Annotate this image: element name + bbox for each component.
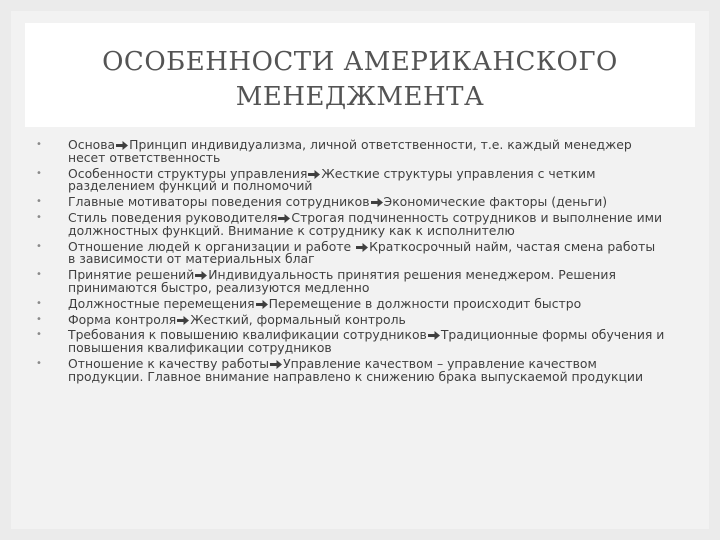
bullet-label: Форма контроля [68,311,177,327]
list-item [25,238,665,267]
list-item [25,311,665,327]
list-item [25,165,665,194]
bullet-dot: • [36,269,42,281]
right-arrow-icon [278,214,290,223]
bullet-value: Традиционные формы обучения и повышения квалификации сотрудников [68,327,665,356]
right-arrow-icon [308,170,320,179]
bullet-value: Индивидуальность принятия решения менеджером. Решения принимаются быстро, реализуются медленно [68,267,616,295]
list-item [25,269,665,295]
list-item [25,329,665,355]
bullet-value: Строгая подчиненность сотрудников и выполнение ими должностных функций. Внимание к сотруднику как к исполнителю [68,209,663,238]
list-item [25,139,665,165]
right-arrow-icon [371,198,383,207]
list-item [25,355,665,384]
bullet-label: Принятие решений [68,267,195,283]
bullet-value: Перемещение в должности происходит быстро [268,295,582,311]
right-arrow-icon [356,243,368,252]
bullet-label: Должностные перемещения [68,295,255,311]
slide-title-line-1: ОСОБЕННОСТИ АМЕРИКАНСКОГО [102,47,618,77]
bullet-value: Жесткий, формальный контроль [190,311,406,327]
slide-title-line-2: МЕНЕДЖМЕНТА [235,82,485,112]
bullet-dot: • [36,357,42,369]
bullet-label: Стиль поведения руководителя [68,209,278,225]
bullet-label: Главные мотиваторы поведения сотрудников [68,194,370,210]
bullet-value: Краткосрочный найм, частая смена работы в зависимости от материальных благ [68,238,656,267]
title-box [25,23,695,127]
bullet-dot: • [36,329,42,341]
right-arrow-icon [428,331,440,340]
bullet-dot: • [36,139,42,150]
bullet-label: Особенности структуры управления [68,165,308,181]
right-arrow-icon [195,271,207,280]
right-arrow-icon [270,360,282,369]
bullet-value: Управление качеством – управление качеством продукции. Главное внимание направлено к снижению брака выпускаемой продукции [68,355,644,384]
list-item [25,196,665,209]
bullet-label: Требования к повышению квалификации сотрудников [68,327,427,343]
bullet-dot: • [36,211,42,223]
slide [11,11,709,529]
bullet-dot: • [36,196,42,208]
bullet-label: Отношение к качеству работы [68,355,270,371]
bullet-value: Экономические факторы (деньги) [383,194,608,210]
bullet-label: Отношение людей к организации и работе [68,238,356,254]
right-arrow-icon [256,300,268,309]
bullet-dot: • [36,297,42,309]
bullet-dot: • [36,167,42,179]
bullet-dot: • [36,240,42,252]
bullet-list [25,139,665,387]
list-item [25,209,665,238]
slide-title [25,23,695,115]
right-arrow-icon [177,316,189,325]
right-arrow-icon [116,141,128,150]
bullet-dot: • [36,313,42,325]
bullet-value: Принцип индивидуализма, личной ответственности, т.е. каждый менеджер несет ответственность [68,137,632,165]
bullet-value: Жесткие структуры управления с четким разделением функций и полномочий [68,165,596,194]
list-item [25,295,665,311]
bullet-label: Основа [68,137,116,152]
